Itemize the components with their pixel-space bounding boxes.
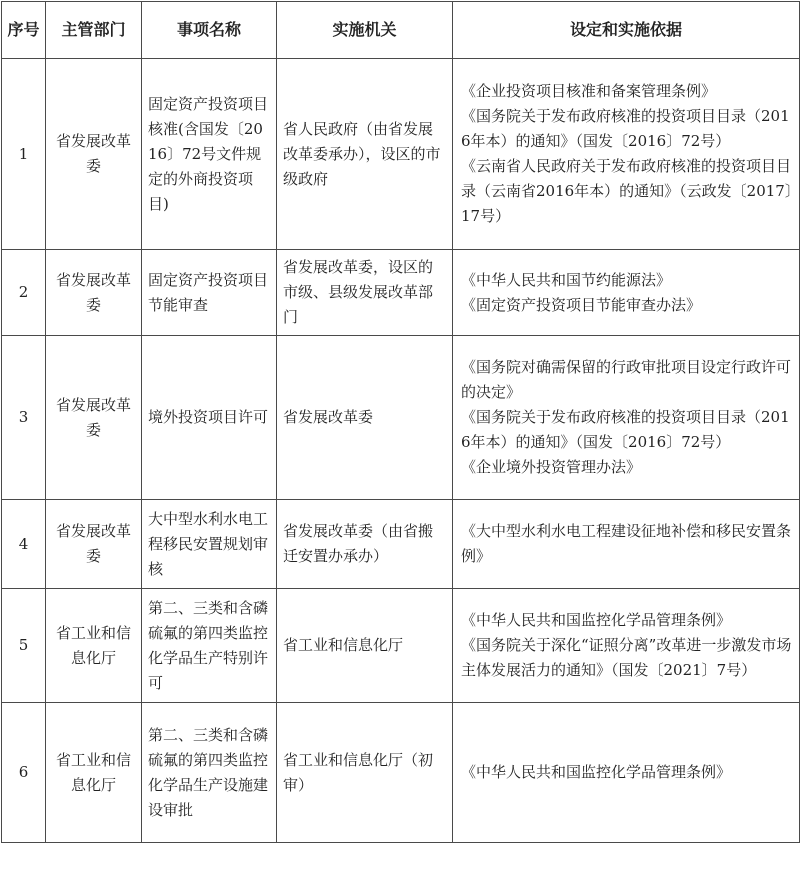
row-agency: 省发展改革委（由省搬迁安置办承办） <box>277 500 453 589</box>
table-header-row <box>2 2 800 59</box>
row-basis <box>453 59 800 250</box>
row-agency: 省发展改革委，设区的市级、县级发展改革部门 <box>277 250 453 336</box>
basis-line: 《大中型水利水电工程建设征地补偿和移民安置条例》 <box>461 522 792 565</box>
table-row <box>2 336 800 500</box>
table-row <box>2 500 800 589</box>
basis-line: 《国务院对确需保留的行政审批项目设定行政许可的决定》 <box>461 358 792 401</box>
header-agency: 实施机关 <box>277 2 453 59</box>
items-table <box>1 1 800 843</box>
header-basis: 设定和实施依据 <box>453 2 800 59</box>
row-dept: 省发展改革委 <box>46 59 142 250</box>
row-agency: 省发展改革委 <box>277 336 453 500</box>
header-dept: 主管部门 <box>46 2 142 59</box>
row-item: 大中型水利水电工程移民安置规划审核 <box>142 500 277 589</box>
table-row <box>2 250 800 336</box>
row-dept: 省工业和信息化厅 <box>46 703 142 843</box>
row-agency: 省工业和信息化厅 <box>277 589 453 703</box>
row-seq: 4 <box>2 500 46 589</box>
row-seq: 2 <box>2 250 46 336</box>
row-item: 境外投资项目许可 <box>142 336 277 500</box>
basis-line: 《云南省人民政府关于发布政府核准的投资项目目录（云南省2016年本）的通知》（云政发〔2017〕17号） <box>461 157 793 225</box>
row-dept: 省发展改革委 <box>46 336 142 500</box>
row-dept: 省发展改革委 <box>46 250 142 336</box>
header-item: 事项名称 <box>142 2 277 59</box>
row-basis <box>453 336 800 500</box>
table-row <box>2 59 800 250</box>
row-basis <box>453 500 800 589</box>
row-seq: 5 <box>2 589 46 703</box>
row-item: 第二、三类和含磷硫氟的第四类监控化学品生产设施建设审批 <box>142 703 277 843</box>
row-item: 固定资产投资项目核准(含国发〔2016〕72号文件规定的外商投资项目) <box>142 59 277 250</box>
table-row <box>2 703 800 843</box>
row-dept: 省工业和信息化厅 <box>46 589 142 703</box>
basis-line: 《企业境外投资管理办法》 <box>461 458 642 476</box>
basis-line: 《中华人民共和国监控化学品管理条例》 <box>461 611 732 629</box>
row-item: 第二、三类和含磷硫氟的第四类监控化学品生产特别许可 <box>142 589 277 703</box>
basis-line: 《国务院关于发布政府核准的投资项目目录（2016年本）的通知》（国发〔2016〕72号） <box>461 408 790 451</box>
row-agency: 省人民政府（由省发展改革委承办），设区的市级政府 <box>277 59 453 250</box>
basis-line: 《国务院关于深化“证照分离”改革进一步激发市场主体发展活力的通知》（国发〔2021〕7号） <box>461 636 792 679</box>
header-seq: 序号 <box>2 2 46 59</box>
row-basis <box>453 589 800 703</box>
basis-line: 《固定资产投资项目节能审查办法》 <box>461 295 702 314</box>
row-seq: 1 <box>2 59 46 250</box>
basis-line: 《中华人民共和国节约能源法》 <box>461 270 672 289</box>
basis-line: 《国务院关于发布政府核准的投资项目目录（2016年本）的通知》（国发〔2016〕72号） <box>461 107 790 150</box>
basis-line: 《企业投资项目核准和备案管理条例》 <box>461 82 717 100</box>
basis-line: 《中华人民共和国监控化学品管理条例》 <box>461 763 732 781</box>
row-item: 固定资产投资项目节能审查 <box>142 250 277 336</box>
row-seq: 6 <box>2 703 46 843</box>
row-basis <box>453 250 800 336</box>
row-seq: 3 <box>2 336 46 500</box>
row-agency: 省工业和信息化厅（初审） <box>277 703 453 843</box>
row-dept: 省发展改革委 <box>46 500 142 589</box>
table-row <box>2 589 800 703</box>
row-basis <box>453 703 800 843</box>
